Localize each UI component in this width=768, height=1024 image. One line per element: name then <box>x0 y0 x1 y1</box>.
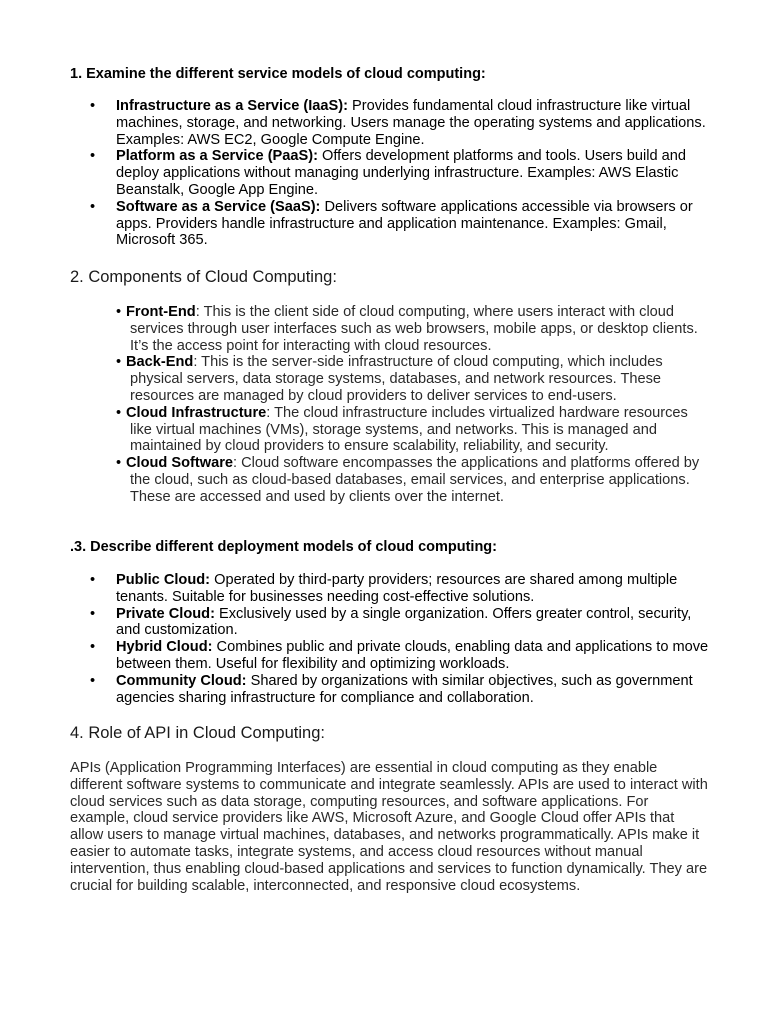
item-text: Offers development platforms and tools. Users build and deploy applications without managing underlying infrastructure. Examples: AWS Elastic Beanstalk, Google App Engine. <box>116 148 686 198</box>
item-term: Community Cloud: <box>116 672 247 689</box>
item-text: : This is the client side of cloud computing, where users interact with cloud services through user interfaces such as web browsers, mobile apps, or desktop clients. It’s the access point for interacting with cloud resources. <box>130 304 698 354</box>
item-text: : The cloud infrastructure includes virtualized hardware resources like virtual machines (VMs), storage systems, and networks. This is managed and maintained by cloud providers to ensure scalability, reliability, and security. <box>130 404 688 455</box>
section-2-heading: 2. Components of Cloud Computing: <box>70 268 337 286</box>
service-models-list <box>70 98 710 249</box>
section-service-models <box>70 66 710 249</box>
item-text: : Cloud software encompasses the applications and platforms offered by the cloud, such as cloud-based databases, email services, and enterprise applications. These are accessed and used by clients over the internet. <box>130 455 700 505</box>
section-4-heading: 4. Role of API in Cloud Computing: <box>70 724 325 742</box>
list-item <box>70 639 710 673</box>
deployment-models-list <box>70 572 710 706</box>
section-deployment-models <box>70 539 710 706</box>
item-term: Front-End <box>126 304 196 320</box>
item-text: Shared by organizations with similar objectives, such as government agencies sharing infrastructure for compliance and collaboration. <box>116 672 693 706</box>
item-text: Provides fundamental cloud infrastructure like virtual machines, storage, and networking. Users manage the operating systems and applications. Examples: AWS EC2, Google Compute Engine. <box>116 98 706 148</box>
list-item <box>70 572 710 606</box>
item-term: Back-End <box>126 354 194 371</box>
list-item <box>70 405 710 455</box>
section-api-role <box>70 723 710 894</box>
section-components <box>70 267 710 506</box>
item-term: Cloud Infrastructure <box>126 404 267 421</box>
components-list <box>70 304 710 506</box>
item-term: Cloud Software <box>126 455 234 472</box>
list-item <box>70 606 710 640</box>
item-text: Combines public and private clouds, enabling data and applications to move between them. Useful for flexibility and optimizing workloads. <box>116 639 709 672</box>
list-item <box>70 199 710 249</box>
item-text: Operated by third-party providers; resources are shared among multiple tenants. Suitable for businesses needing cost-effective solutions. <box>116 572 678 605</box>
item-text: Exclusively used by a single organization. Offers greater control, security, and customization. <box>116 605 692 639</box>
item-term: Software as a Service (SaaS): <box>116 198 321 215</box>
section-3-heading: .3. Describe different deployment models of cloud computing: <box>70 539 497 555</box>
list-item <box>70 455 710 505</box>
list-item <box>70 354 710 404</box>
list-item <box>70 148 710 198</box>
item-text: Delivers software applications accessible via browsers or apps. Providers handle infrastructure and application maintenance. Examples: Gmail, Microsoft 365. <box>116 198 693 249</box>
item-term: Private Cloud: <box>116 605 215 622</box>
item-term: Infrastructure as a Service (IaaS): <box>116 98 348 114</box>
list-item <box>70 304 710 354</box>
api-paragraph: APIs (Application Programming Interfaces) are essential in cloud computing as they enable different software systems to communicate and integrate seamlessly. APIs are used to interact with cloud services such as data storage, computing resources, and software applications. For example, cloud service providers like AWS, Microsoft Azure, and Google Cloud offer APIs that allow users to manage virtual machines, databases, and networks programmatically. APIs make it easier to automate tasks, integrate systems, and access cloud resources without manual intervention, thus enabling cloud-based applications and services to function dynamically. They are crucial for building scalable, interconnected, and responsive cloud ecosystems. <box>70 760 708 894</box>
item-term: Public Cloud: <box>116 572 211 588</box>
list-item <box>70 673 710 707</box>
section-1-heading: 1. Examine the different service models of cloud computing: <box>70 66 486 82</box>
list-item <box>70 98 710 148</box>
item-term: Platform as a Service (PaaS): <box>116 148 318 165</box>
item-text: : This is the server-side infrastructure of cloud computing, which includes physical servers, data storage systems, databases, and network resources. These resources are managed by cloud providers to deliver services to end-users. <box>130 354 663 404</box>
item-term: Hybrid Cloud: <box>116 639 213 656</box>
